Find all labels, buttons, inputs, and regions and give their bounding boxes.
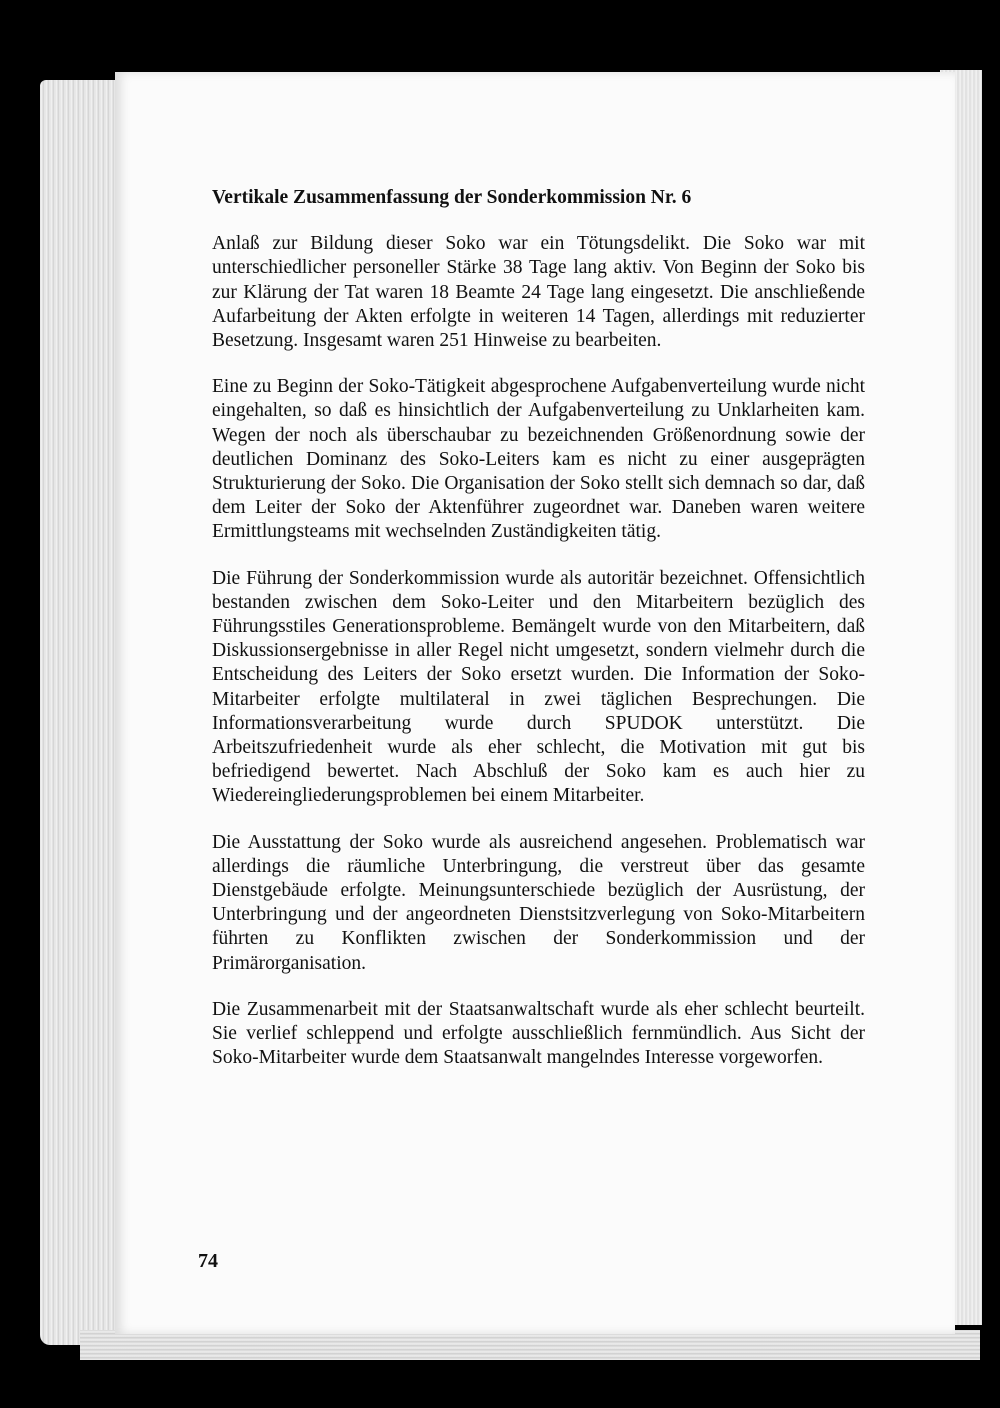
page-number: 74 xyxy=(198,1250,218,1272)
paragraph: Anlaß zur Bildung dieser Soko war ein Tötungsdelikt. Die Soko war mit unterschiedlicher personeller Stärke 38 Tage lang aktiv. Von Beginn der Soko bis zur Klärung der Tat waren 18 Beamte 24 Tage lang eingesetzt. Die anschließende Aufarbeitung der Akten erfolgte in weiteren 14 Tagen, allerdings mit reduzierter Besetzung. Insgesamt waren 251 Hinweise zu bearbeiten. xyxy=(212,233,865,352)
paragraph: Die Führung der Sonderkommission wurde als autoritär bezeichnet. Offensichtlich bestanden zwischen dem Soko-Leiter und den Mitarbeitern bezüglich des Führungsstiles Generationsprobleme. Bemängelt wurde von den Mitarbeitern, daß Diskussionsergebnisse in aller Regel nicht umgesetzt, sondern vielmehr durch die Entscheidung des Leiters der Soko ersetzt wurden. Die Information der Soko-Mitarbeiter erfolgte multilateral in zwei täglichen Besprechungen. Die Informationsverarbeitung wurde durch SPUDOK unterstützt. Die Arbeitszufriedenheit wurde als eher schlecht, die Motivation mit gut bis befriedigend bewertet. Nach Abschluß der Soko kam es auch hier zu Wiedereingliederungsproblemen bei einem Mitarbeiter. xyxy=(212,567,865,807)
paragraph: Die Zusammenarbeit mit der Staatsanwaltschaft wurde als eher schlecht beurteilt. Sie verlief schleppend und erfolgte ausschließlich fernmündlich. Aus Sicht der Soko-Mitarbeiter wurde dem Staatsanwalt mangelndes Interesse vorgeworfen. xyxy=(212,998,865,1069)
paragraph: Eine zu Beginn der Soko-Tätigkeit abgesprochene Aufgabenverteilung wurde nicht eingehalten, so daß es hinsichtlich der Aufgabenverteilung zu Unklarheiten kam. Wegen der noch als überschaubar zu bezeichnenden Größenordnung sowie der deutlichen Dominanz des Soko-Leiters kam es nicht zu einer ausgeprägten Strukturierung der Soko. Die Organisation der Soko stellt sich demnach so dar, daß dem Leiter der Soko der Aktenführer zugeordnet war. Daneben waren weitere Ermittlungsteams mit wechselnden Zuständigkeiten tätig. xyxy=(212,376,865,543)
book-page-edges xyxy=(40,80,120,1345)
book-bottom-edge xyxy=(80,1330,980,1360)
paragraph: Die Ausstattung der Soko wurde als ausreichend angesehen. Problematisch war allerdings die räumliche Unterbringung, die verstreut über das gesamte Dienstgebäude erfolgte. Meinungsunterschiede bezüglich der Ausrüstung, der Unterbringung und der angeordneten Dienstsitzverlegung von Soko-Mitarbeitern führten zu Konflikten zwischen der Sonderkommission und der Primärorganisation. xyxy=(212,831,865,974)
section-heading: Vertikale Zusammenfassung der Sonderkommission Nr. 6 xyxy=(212,187,692,208)
page-content xyxy=(212,186,865,1093)
